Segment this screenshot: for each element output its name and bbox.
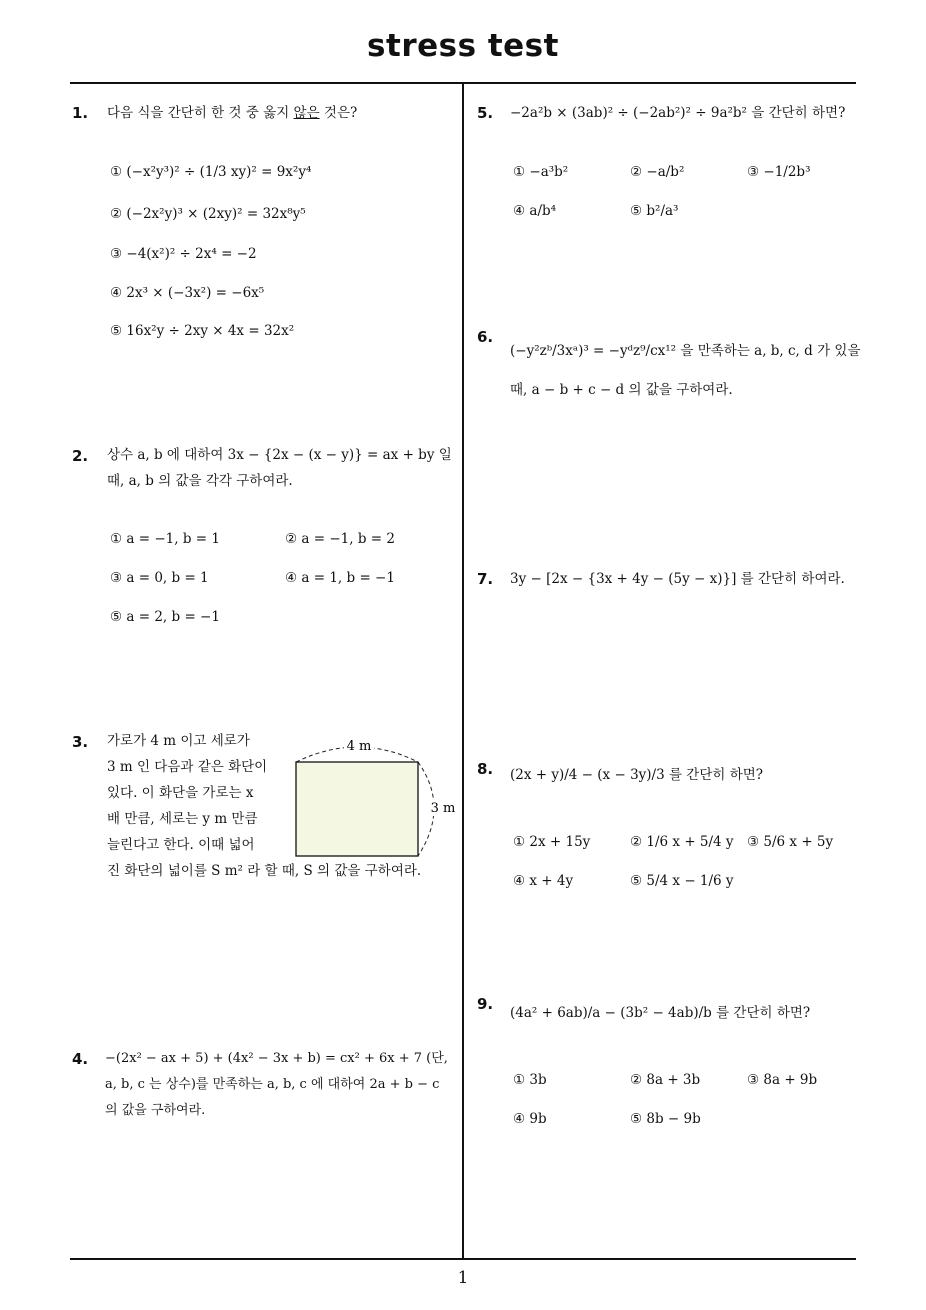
option[interactable]: ② (−2x²y)³ × (2xy)² = 32x⁸y⁵ [110, 206, 306, 222]
option[interactable]: ③ 5/6 x + 5y [747, 834, 834, 850]
question-text-line: 늘린다고 한다. 이때 넓어 [107, 837, 255, 853]
page-number: 1 [457, 1268, 469, 1288]
question-number: 3. [72, 733, 89, 751]
question-number: 2. [72, 447, 89, 465]
option[interactable]: ② 8a + 3b [630, 1072, 701, 1088]
question-number: 4. [72, 1050, 89, 1068]
question-text-end: 것은? [319, 105, 358, 121]
question-text-line: 의 값을 구하여라. [105, 1103, 206, 1118]
column-divider [462, 83, 464, 1259]
garden-rectangle [296, 762, 418, 856]
question-number: 8. [477, 760, 494, 778]
option[interactable]: ④ x + 4y [513, 873, 574, 889]
option[interactable]: ⑤ a = 2, b = −1 [110, 609, 220, 625]
garden-figure [288, 732, 460, 862]
option[interactable]: ④ 9b [513, 1111, 547, 1127]
option[interactable]: ③ a = 0, b = 1 [110, 570, 209, 586]
question-number: 6. [477, 328, 494, 346]
question-text-line: 때, a, b 의 값을 각각 구하여라. [107, 473, 293, 489]
option[interactable]: ① 3b [513, 1072, 547, 1088]
question-text: (4a² + 6ab)/a − (3b² − 4ab)/b 를 간단히 하면? [510, 1005, 811, 1021]
option[interactable]: ② a = −1, b = 2 [285, 531, 395, 547]
height-label: 3 m [430, 801, 456, 816]
page-title: stress test [367, 28, 559, 64]
option[interactable]: ② −a/b² [630, 164, 685, 180]
option[interactable]: ② 1/6 x + 5/4 y [630, 834, 734, 850]
option[interactable]: ③ 8a + 9b [747, 1072, 818, 1088]
bottom-rule [70, 1258, 856, 1260]
option[interactable]: ④ a = 1, b = −1 [285, 570, 395, 586]
question-text-line: 때, a − b + c − d 의 값을 구하여라. [510, 382, 733, 398]
option[interactable]: ④ a/b⁴ [513, 203, 557, 219]
option[interactable]: ① (−x²y³)² ÷ (1/3 xy)² = 9x²y⁴ [110, 164, 312, 180]
question-text-line: 진 화단의 넓이를 S m² 라 할 때, S 의 값을 구하여라. [107, 863, 422, 879]
question-number: 1. [72, 104, 89, 122]
question-text-line: 있다. 이 화단을 가로는 x [107, 785, 254, 801]
question-text-line: (−y²zᵇ/3xᵃ)³ = −yᵈz⁹/cx¹² 을 만족하는 a, b, c, d 가 있을 [510, 343, 861, 359]
option[interactable]: ① −a³b² [513, 164, 569, 180]
question-number: 9. [477, 995, 494, 1013]
question-text-line: 배 만큼, 세로는 y m 만큼 [107, 811, 258, 827]
question-text [107, 100, 357, 127]
question-number: 7. [477, 570, 494, 588]
option[interactable]: ③ −4(x²)² ÷ 2x⁴ = −2 [110, 246, 257, 262]
width-label: 4 m [346, 739, 372, 754]
question-text-line: 가로가 4 m 이고 세로가 [107, 733, 250, 749]
option[interactable]: ① a = −1, b = 1 [110, 531, 220, 547]
option[interactable]: ③ −1/2b³ [747, 164, 811, 180]
question-text-start: 다음 식을 간단히 한 것 중 옳지 [107, 105, 294, 121]
question-text-line: 3 m 인 다음과 같은 화단이 [107, 759, 268, 775]
option[interactable]: ⑤ 5/4 x − 1/6 y [630, 873, 734, 889]
option[interactable]: ⑤ 8b − 9b [630, 1111, 701, 1127]
option[interactable]: ④ 2x³ × (−3x²) = −6x⁵ [110, 285, 265, 301]
question-text-line: a, b, c 는 상수)를 만족하는 a, b, c 에 대하여 2a + b − c [105, 1077, 440, 1092]
question-text: 3y − [2x − {3x + 4y − (5y − x)}] 를 간단히 하여라. [510, 571, 845, 587]
option[interactable]: ⑤ b²/a³ [630, 203, 679, 219]
question-text: (2x + y)/4 − (x − 3y)/3 를 간단히 하면? [510, 767, 764, 783]
option[interactable]: ⑤ 16x²y ÷ 2xy × 4x = 32x² [110, 323, 295, 339]
question-text: −2a²b × (3ab)² ÷ (−2ab²)² ÷ 9a²b² 을 간단히 하면? [510, 105, 846, 121]
option[interactable]: ① 2x + 15y [513, 834, 591, 850]
question-text-underlined: 않은 [293, 105, 320, 121]
question-number: 5. [477, 104, 494, 122]
question-text-line: −(2x² − ax + 5) + (4x² − 3x + b) = cx² + 6x + 7 (단, [105, 1051, 448, 1066]
question-text-line: 상수 a, b 에 대하여 3x − {2x − (x − y)} = ax + by 일 [107, 447, 452, 463]
